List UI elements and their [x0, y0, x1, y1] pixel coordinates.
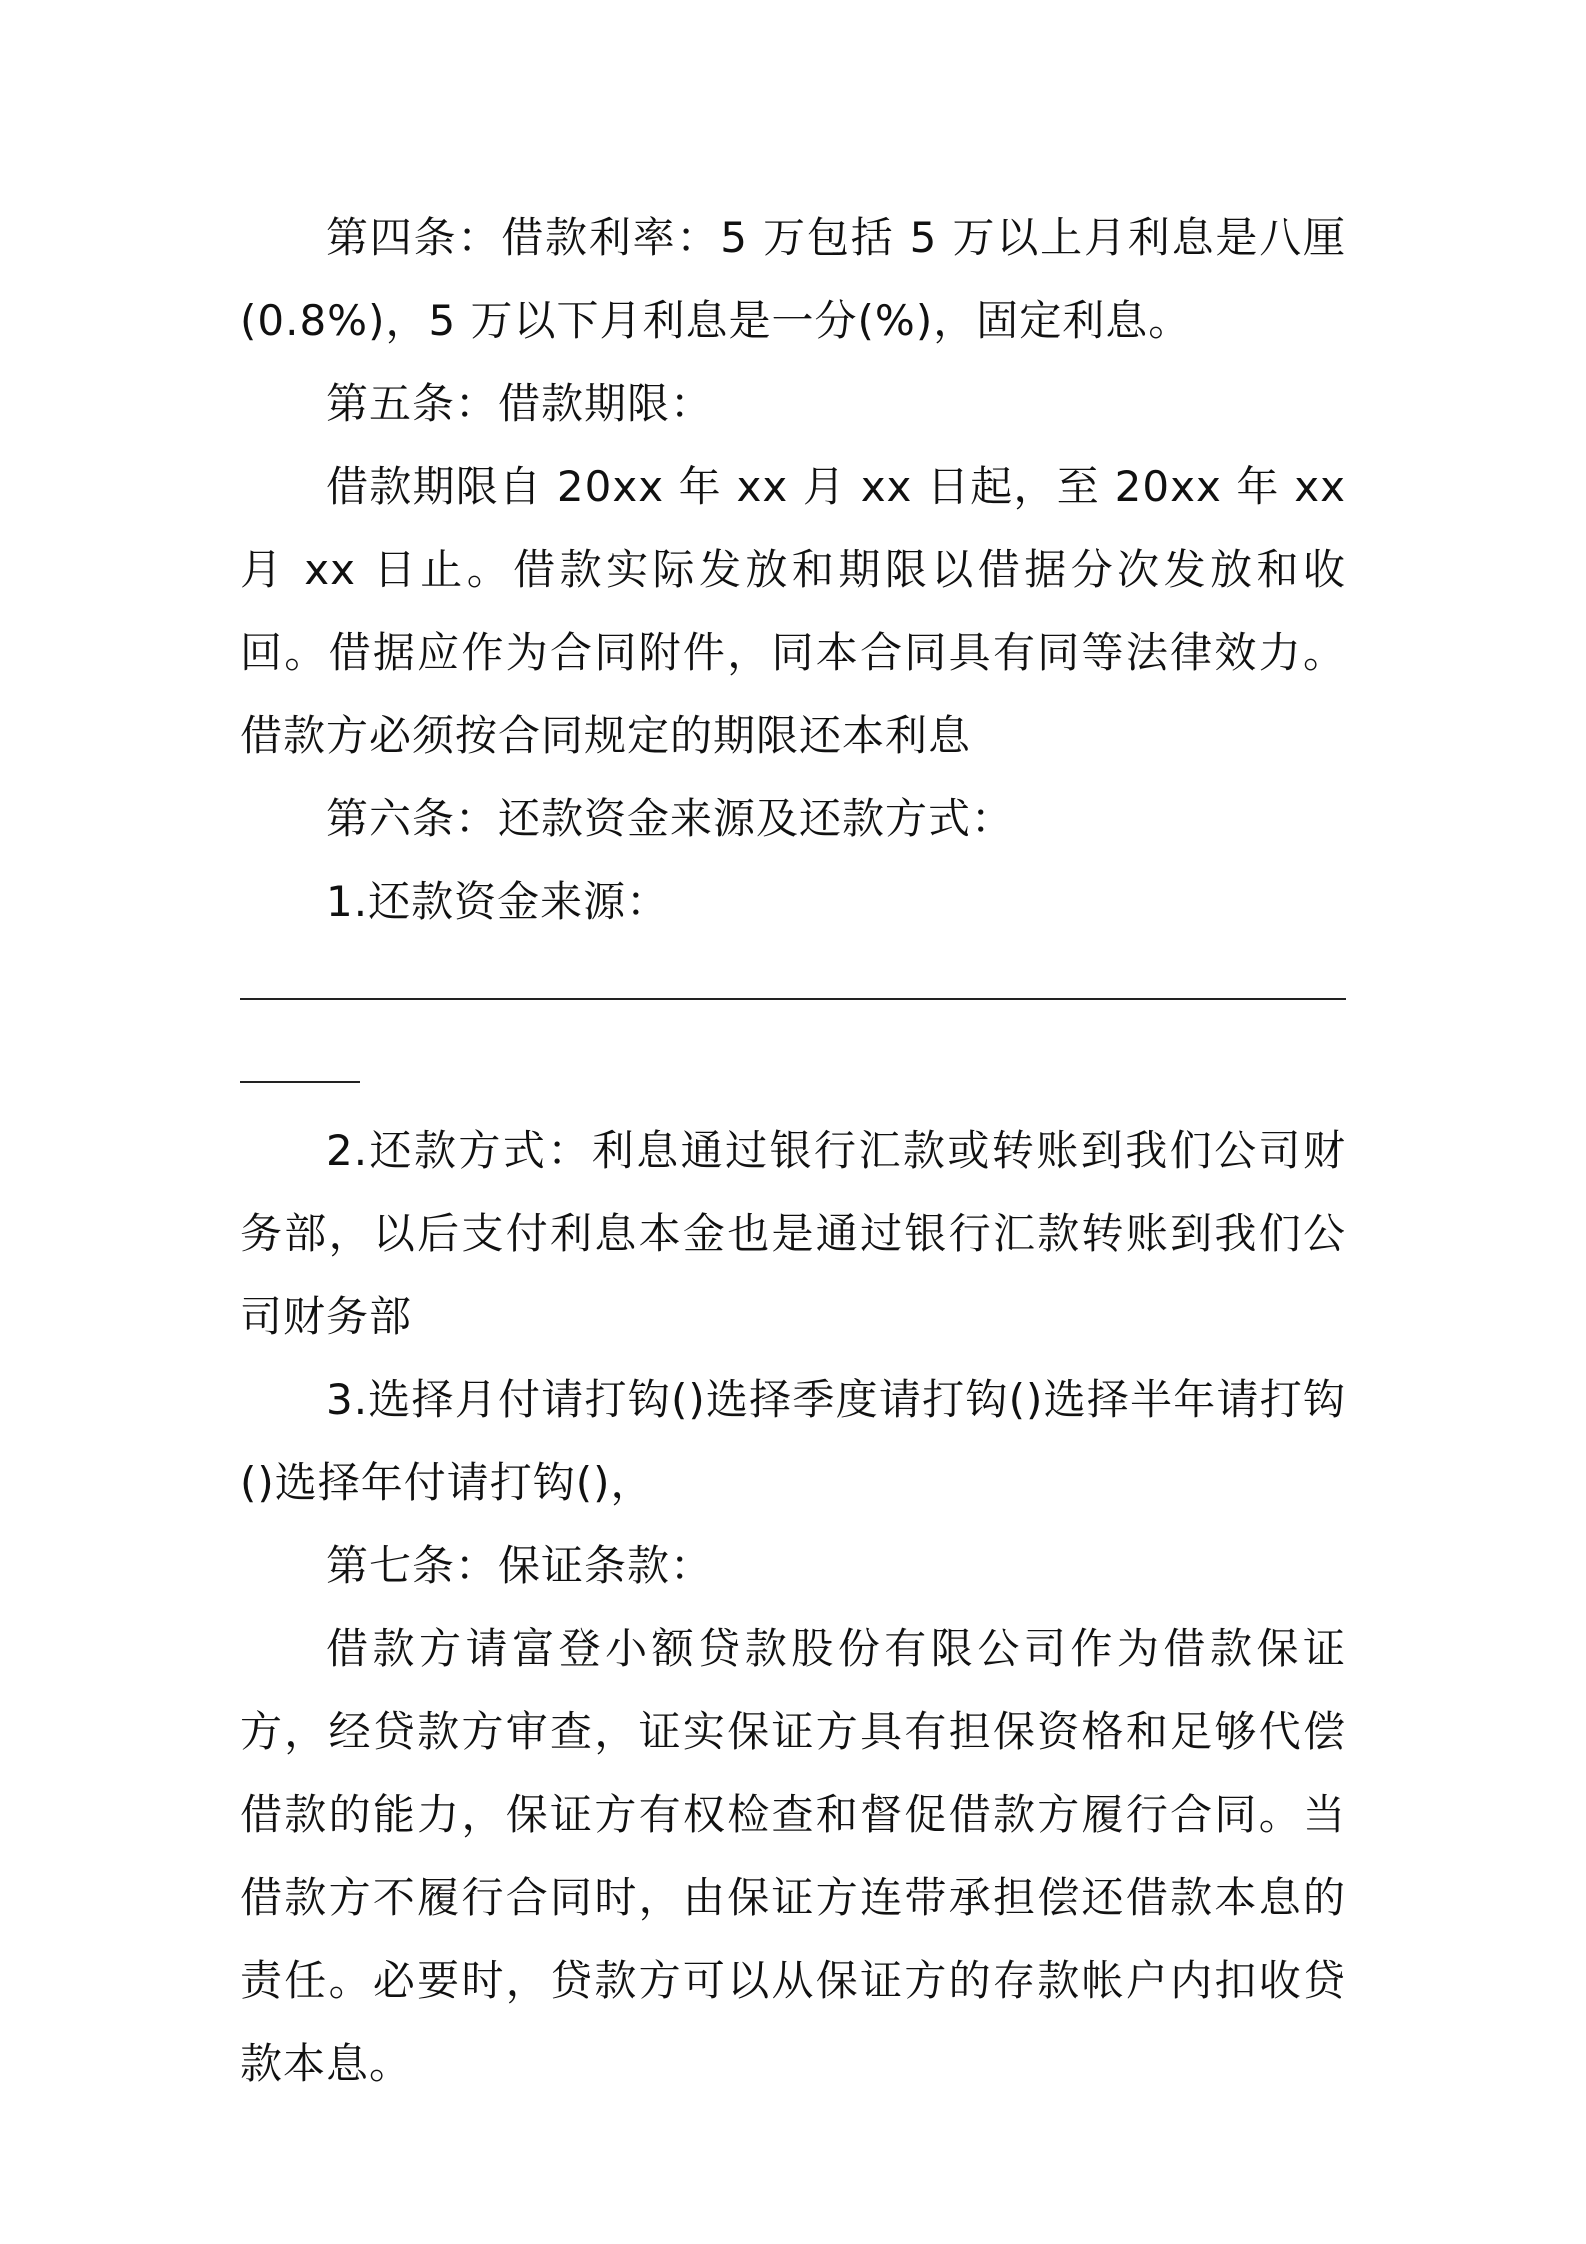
article-4-interest-rate: 第四条：借款利率：5 万包括 5 万以上月利息是八厘(0.8%)，5 万以下月利息是一分(%)，固定利息。: [240, 213, 1346, 345]
fill-in-blank-line-continued: [240, 1026, 360, 1109]
article-7-title: 第七条：保证条款：: [326, 1541, 714, 1590]
article-5-title: 第五条：借款期限：: [326, 379, 714, 428]
article-6-item-3: 3.选择月付请打钩()选择季度请打钩()选择半年请打钩()选择年付请打钩()，: [240, 1375, 1346, 1507]
article-6-title: 第六条：还款资金来源及还款方式：: [326, 794, 1015, 843]
article-6-item-1: 1.还款资金来源：: [326, 877, 670, 926]
article-7-body: 借款方请富登小额贷款股份有限公司作为借款保证方，经贷款方审查，证实保证方具有担保资格和足够代偿借款的能力，保证方有权检查和督促借款方履行合同。当借款方不履行合同时，由保证方连带承担偿还借款本息的责任。必要时，贷款方可以从保证方的存款帐户内扣收贷款本息。: [240, 1624, 1346, 2088]
article-5-body: 借款期限自 20xx 年 xx 月 xx 日起，至 20xx 年 xx 月 xx 日止。借款实际发放和期限以借据分次发放和收回。借据应作为合同附件，同本合同具有同等法律效力。借款方必须按合同规定的期限还本利息: [240, 462, 1346, 760]
document-page: [240, 196, 1346, 2105]
article-6-item-2: 2.还款方式：利息通过银行汇款或转账到我们公司财务部，以后支付利息本金也是通过银行汇款转账到我们公司财务部: [240, 1126, 1346, 1341]
fill-in-blank-line: [240, 943, 1346, 1026]
